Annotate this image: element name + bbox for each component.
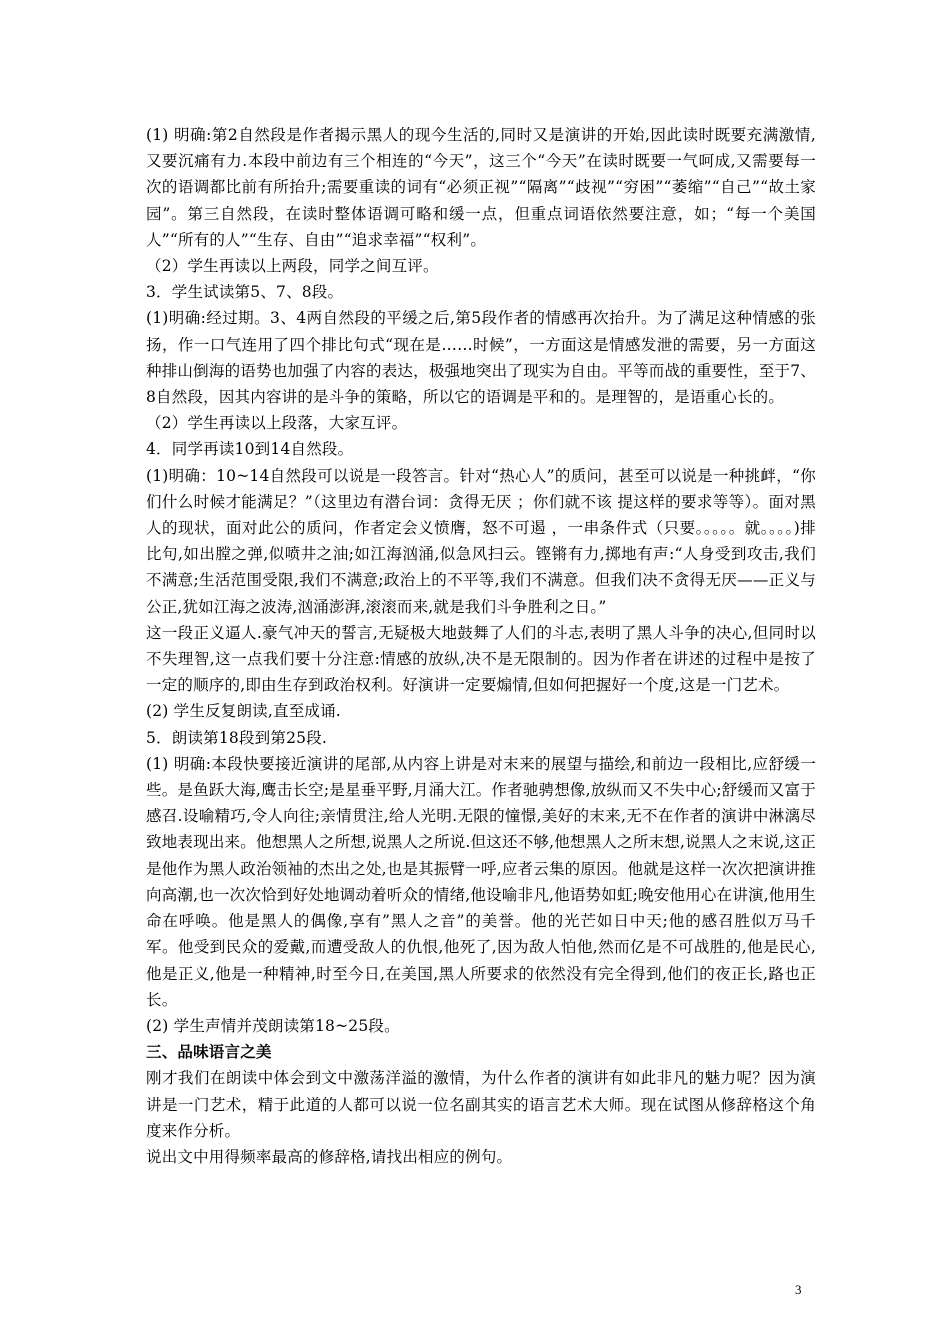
paragraph-11: (1) 明确:本段快要接近演讲的尾部,从内容上讲是对末来的展望与描绘,和前边一段相比,应舒缓一些。是鱼跃大海,鹰击长空;是星垂平野,月涌大江。作者驰骋想像,放纵而又不失中心;舒缓而又富于感召.设喻精巧,令人向往;亲情贯注,给人光明.无限的憧憬,美好的末来,无不在作者的演讲中淋漓尽致地表现出来。他想黑人之所想,说黑人之所说.但这还不够,他想黑人之所末想,说黑人之末说,这正是他作为黑人政治领袖的杰出之处,也是其振臂一呼,应者云集的原因。他就是这样一次次把演讲推向高潮,也一次次恰到好处地调动着听众的情绪,他设喻非凡,他语势如虹;晚安他用心在讲演,他用生命在呼唤。他是黑人的偶像,享有”黑人之音”的美誉。他的光芒如日中天;他的感召胜似万马千军。他受到民众的爱戴,而遭受敌人的仇恨,他死了,因为敌人怕他,然而亿是不可战胜的,他是民心,他是正义,他是一种精神,时至今日,在美国,黑人所要求的依然没有完全得到,他们的夜正长,路也正长。: [146, 754, 816, 1009]
paragraph-13: 刚才我们在朗读中体会到文中激荡洋溢的激情，为什么作者的演讲有如此非凡的魅力呢？因为演讲是一门艺术，精于此道的人都可以说一位名副其实的语言艺术大师。现在试图从修辞格这个角度来作分析。: [146, 1069, 816, 1140]
paragraph-3: 3．学生试读第5、7、8段。: [146, 283, 344, 302]
paragraph-8: 这一段正义逼人.豪气冲天的誓言,无疑极大地鼓舞了人们的斗志,表明了黑人斗争的决心,但同时以不失理智,这一点我们要十分注意:情感的放纵,决不是无限制的。因为作者在讲述的过程中是按了一定的顺序的,即由生存到政治权利。好演讲一定要煽情,但如何把握好一个度,这是一门艺术。: [146, 623, 816, 695]
section-heading: 三、品味语言之美: [146, 1042, 272, 1062]
paragraph-1: (1) 明确:第2自然段是作者揭示黑人的现今生活的,同时又是演讲的开始,因此读时既要充满激情,又要沉痛有力.本段中前边有三个相连的“今天”，这三个“今天”在读时既要一气呵成,又需要每一次的语调都比前有所抬升;需要重读的词有“必须正视”“隔离”“歧视”“穷困”“萎缩”“自己”“故土家园”。第三自然段，在读时整体语调可略和缓一点，但重点词语依然要注意，如；“每一个美国 人”“所有的人”“生存、自由”“追求幸福”“权利”。: [146, 126, 816, 249]
paragraph-2: （2）学生再读以上两段，同学之间互评。: [146, 257, 439, 276]
paragraph-6: 4．同学再读10到14自然段。: [146, 440, 354, 459]
paragraph-10: 5．朗读第18段到第25段.: [146, 728, 328, 747]
body-text: [146, 122, 816, 1170]
paragraph-14: 说出文中用得频率最高的修辞格,请找出相应的例句。: [146, 1147, 513, 1166]
paragraph-7: (1)明确：10~14自然段可以说是一段答言。针对“热心人”的质问，甚至可以说是一种挑衅，“你们什么时候才能满足？”（这里边有潜台词：贪得无厌 ；你们就不该 提这样的要求等等）。面对黑人的现状，面对此公的质问，作者定会义愤膺，怒不可遏 ，一串条件式（只要。。。。。就。。。。)排比句,如出膛之弹,似喷井之油;如江海汹涌,似急风扫云。铿锵有力,掷地有声:“人身受到攻击,我们不满意;生活范围受限,我们不满意;政治上的不平等,我们不满意。但我们决不贪得无厌——正义与公正,犹如江海之波涛,汹涌澎湃,滚滚而来,就是我们斗争胜利之日。”: [146, 466, 816, 616]
paragraph-5: （2）学生再读以上段落，大家互评。: [146, 414, 408, 433]
paragraph-9: (2) 学生反复朗读,直至成诵.: [146, 702, 341, 721]
paragraph-4: (1)明确:经过期。3、4两自然段的平缓之后,第5段作者的情感再次抬升。为了满足这种情感的张扬，作一口气连用了四个排比句式“现在是……时候”，一方面这是情感发泄的需要，另一方面这种排山倒海的语势也加强了内容的表达，极强地突出了现实为自由。平等而战的重要性，至于7、8自然段，因其内容讲的是斗争的策略，所以它的语调是平和的。是理智的，是语重心长的。: [146, 309, 816, 407]
paragraph-12: (2) 学生声情并茂朗读第18~25段。: [146, 1016, 400, 1035]
page-number: 3: [795, 1282, 802, 1297]
